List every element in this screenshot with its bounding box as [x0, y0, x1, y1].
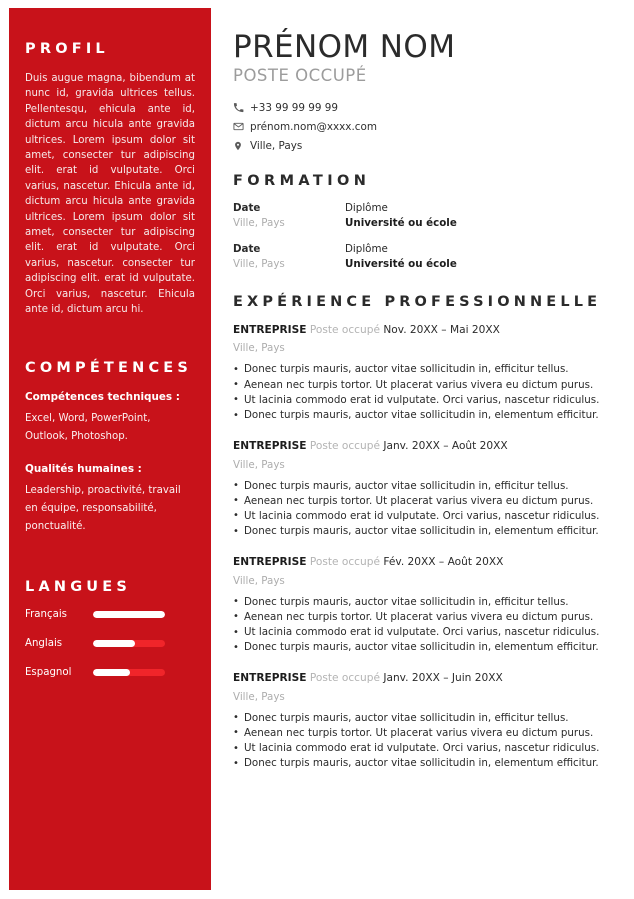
- education-entry-right: [345, 202, 457, 230]
- language-list: [25, 609, 195, 678]
- education-place: Ville, Pays: [233, 216, 285, 229]
- experience-bullet: • Donec turpis mauris, auctor vitae sollicitudin in, efficitur tellus.: [233, 595, 619, 610]
- experience-bullet: • Donec turpis mauris, auctor vitae sollicitudin in, elementum efficitur.: [233, 640, 619, 655]
- sidebar-section-profile: [25, 42, 195, 317]
- education-heading: FORMATION: [233, 172, 371, 189]
- main-column: [211, 8, 625, 890]
- education-place: Ville, Pays: [233, 257, 285, 270]
- language-level-bar: [93, 640, 165, 647]
- experience-bullet: • Aenean nec turpis tortor. Ut placerat varius vivera eu dictum purus.: [233, 610, 619, 625]
- contact-text: Ville, Pays: [250, 139, 303, 152]
- language-row: [25, 609, 195, 620]
- experience-job-title: Poste occupé: [309, 324, 380, 337]
- experience-company: ENTREPRISE: [233, 440, 307, 453]
- education-list: [233, 202, 619, 272]
- contact-text: +33 99 99 99 99: [250, 101, 339, 114]
- contact-list: [233, 102, 619, 152]
- experience-entry-head: [233, 323, 619, 337]
- experience-entry-head: [233, 555, 619, 569]
- language-level-fill: [93, 611, 165, 618]
- sidebar-section-languages: [25, 580, 195, 678]
- skills-technical-label: Compétences techniques :: [25, 391, 180, 404]
- page-title: PRÉNOM NOM: [233, 29, 456, 65]
- experience-bullet-list: [233, 595, 619, 656]
- experience-bullet: • Donec turpis mauris, auctor vitae sollicitudin in, elementum efficitur.: [233, 524, 619, 539]
- location-pin-icon: [233, 140, 250, 152]
- experience-bullet: • Donec turpis mauris, auctor vitae sollicitudin in, elementum efficitur.: [233, 408, 619, 423]
- contact-row[interactable]: [233, 121, 619, 133]
- experience-bullet: • Donec turpis mauris, auctor vitae sollicitudin in, efficitur tellus.: [233, 711, 619, 726]
- education-entry: [233, 202, 619, 230]
- education-school: Université ou école: [345, 257, 457, 270]
- sidebar: [9, 8, 211, 890]
- experience-bullet: • Aenean nec turpis tortor. Ut placerat varius vivera eu dictum purus.: [233, 494, 619, 509]
- language-name: Français: [25, 609, 67, 621]
- experience-entry: [233, 323, 619, 423]
- phone-icon: [233, 102, 250, 113]
- experience-bullet: • Ut lacinia commodo erat id vulputate. Orci varius, nascetur ridiculus.: [233, 393, 619, 408]
- languages-heading: LANGUES: [25, 579, 132, 596]
- experience-entry: [233, 439, 619, 539]
- skills-technical-body: Excel, Word, PowerPoint, Outlook, Photoshop.: [25, 413, 151, 443]
- experience-bullet: • Donec turpis mauris, auctor vitae sollicitudin in, elementum efficitur.: [233, 756, 619, 771]
- contact-row[interactable]: [233, 140, 619, 152]
- skills-heading: COMPÉTENCES: [25, 360, 193, 377]
- experience-entry-head: [233, 671, 619, 685]
- experience-bullet: • Aenean nec turpis tortor. Ut placerat varius vivera eu dictum purus.: [233, 378, 619, 393]
- language-row: [25, 638, 195, 649]
- experience-job-title: Poste occupé: [309, 672, 380, 685]
- experience-dates: Janv. 20XX – Août 20XX: [383, 440, 508, 453]
- education-school: Université ou école: [345, 216, 457, 229]
- experience-bullet: • Aenean nec turpis tortor. Ut placerat varius vivera eu dictum purus.: [233, 726, 619, 741]
- profile-text: Duis augue magna, bibendum at nunc id, gravida ultrices tellus. Pellentesqu, ehicula ante id, dictum arcu hicula ante gravida ultrices. Lorem ipsum dolor sit amet, consecter tur adipiscing elit. erat id vulputate. Orci varius, nascetur. Ehicula ante id, dictum arcu hicula ante gravida ultrices. Lorem ipsum dolor sit amet, consecter tur adipiscing elit. erat id vulputate. Orci varius, nascetur. consecter tur adipiscing elit. erat id vulputate. Orci varius, nascetur. Ehicula ante id, dictum arcu hi.: [25, 72, 195, 316]
- experience-bullet: • Donec turpis mauris, auctor vitae sollicitudin in, efficitur tellus.: [233, 479, 619, 494]
- experience-bullet-list: [233, 479, 619, 540]
- language-level-fill: [93, 669, 130, 676]
- experience-bullet: • Donec turpis mauris, auctor vitae sollicitudin in, efficitur tellus.: [233, 362, 619, 377]
- experience-place: Ville, Pays: [233, 458, 285, 471]
- experience-dates: Janv. 20XX – Juin 20XX: [383, 672, 503, 685]
- education-degree: Diplôme: [345, 201, 388, 214]
- profile-heading: PROFIL: [25, 41, 109, 57]
- experience-company: ENTREPRISE: [233, 672, 307, 685]
- experience-bullet-list: [233, 362, 619, 423]
- experience-place: Ville, Pays: [233, 690, 285, 703]
- experience-job-title: Poste occupé: [309, 556, 380, 569]
- contact-row[interactable]: [233, 102, 619, 114]
- experience-entry: [233, 555, 619, 655]
- language-name: Anglais: [25, 638, 63, 650]
- experience-entry: [233, 671, 619, 771]
- sidebar-section-skills: [25, 361, 195, 536]
- experience-entry-head: [233, 439, 619, 453]
- experience-dates: Fév. 20XX – Août 20XX: [383, 556, 504, 569]
- experience-place: Ville, Pays: [233, 574, 285, 587]
- language-level-bar: [93, 669, 165, 676]
- experience-heading: EXPÉRIENCE PROFESSIONNELLE: [233, 294, 602, 311]
- education-entry-left: [233, 243, 345, 271]
- experience-list: [233, 323, 619, 771]
- education-entry: [233, 243, 619, 271]
- experience-bullet: • Ut lacinia commodo erat id vulputate. Orci varius, nascetur ridiculus.: [233, 625, 619, 640]
- language-level-fill: [93, 640, 135, 647]
- language-level-bar: [93, 611, 165, 618]
- contact-text: prénom.nom@xxxx.com: [250, 120, 377, 133]
- language-row: [25, 667, 195, 678]
- experience-bullet: • Ut lacinia commodo erat id vulputate. Orci varius, nascetur ridiculus.: [233, 509, 619, 524]
- experience-dates: Nov. 20XX – Mai 20XX: [383, 324, 500, 337]
- experience-bullet: • Ut lacinia commodo erat id vulputate. Orci varius, nascetur ridiculus.: [233, 741, 619, 756]
- education-entry-left: [233, 202, 345, 230]
- resume-sheet: [9, 8, 625, 890]
- skills-human-label: Qualités humaines :: [25, 463, 142, 476]
- experience-bullet-list: [233, 711, 619, 772]
- experience-company: ENTREPRISE: [233, 556, 307, 569]
- education-degree: Diplôme: [345, 242, 388, 255]
- education-date: Date: [233, 201, 261, 214]
- experience-job-title: Poste occupé: [309, 440, 380, 453]
- experience-company: ENTREPRISE: [233, 324, 307, 337]
- language-name: Espagnol: [25, 667, 72, 679]
- experience-place: Ville, Pays: [233, 342, 285, 355]
- education-date: Date: [233, 242, 261, 255]
- education-entry-right: [345, 243, 457, 271]
- skills-human-body: Leadership, proactivité, travail en équipe, responsabilité, ponctualité.: [25, 485, 181, 533]
- job-title-subheading: POSTE OCCUPÉ: [233, 65, 367, 85]
- envelope-icon: [233, 121, 250, 132]
